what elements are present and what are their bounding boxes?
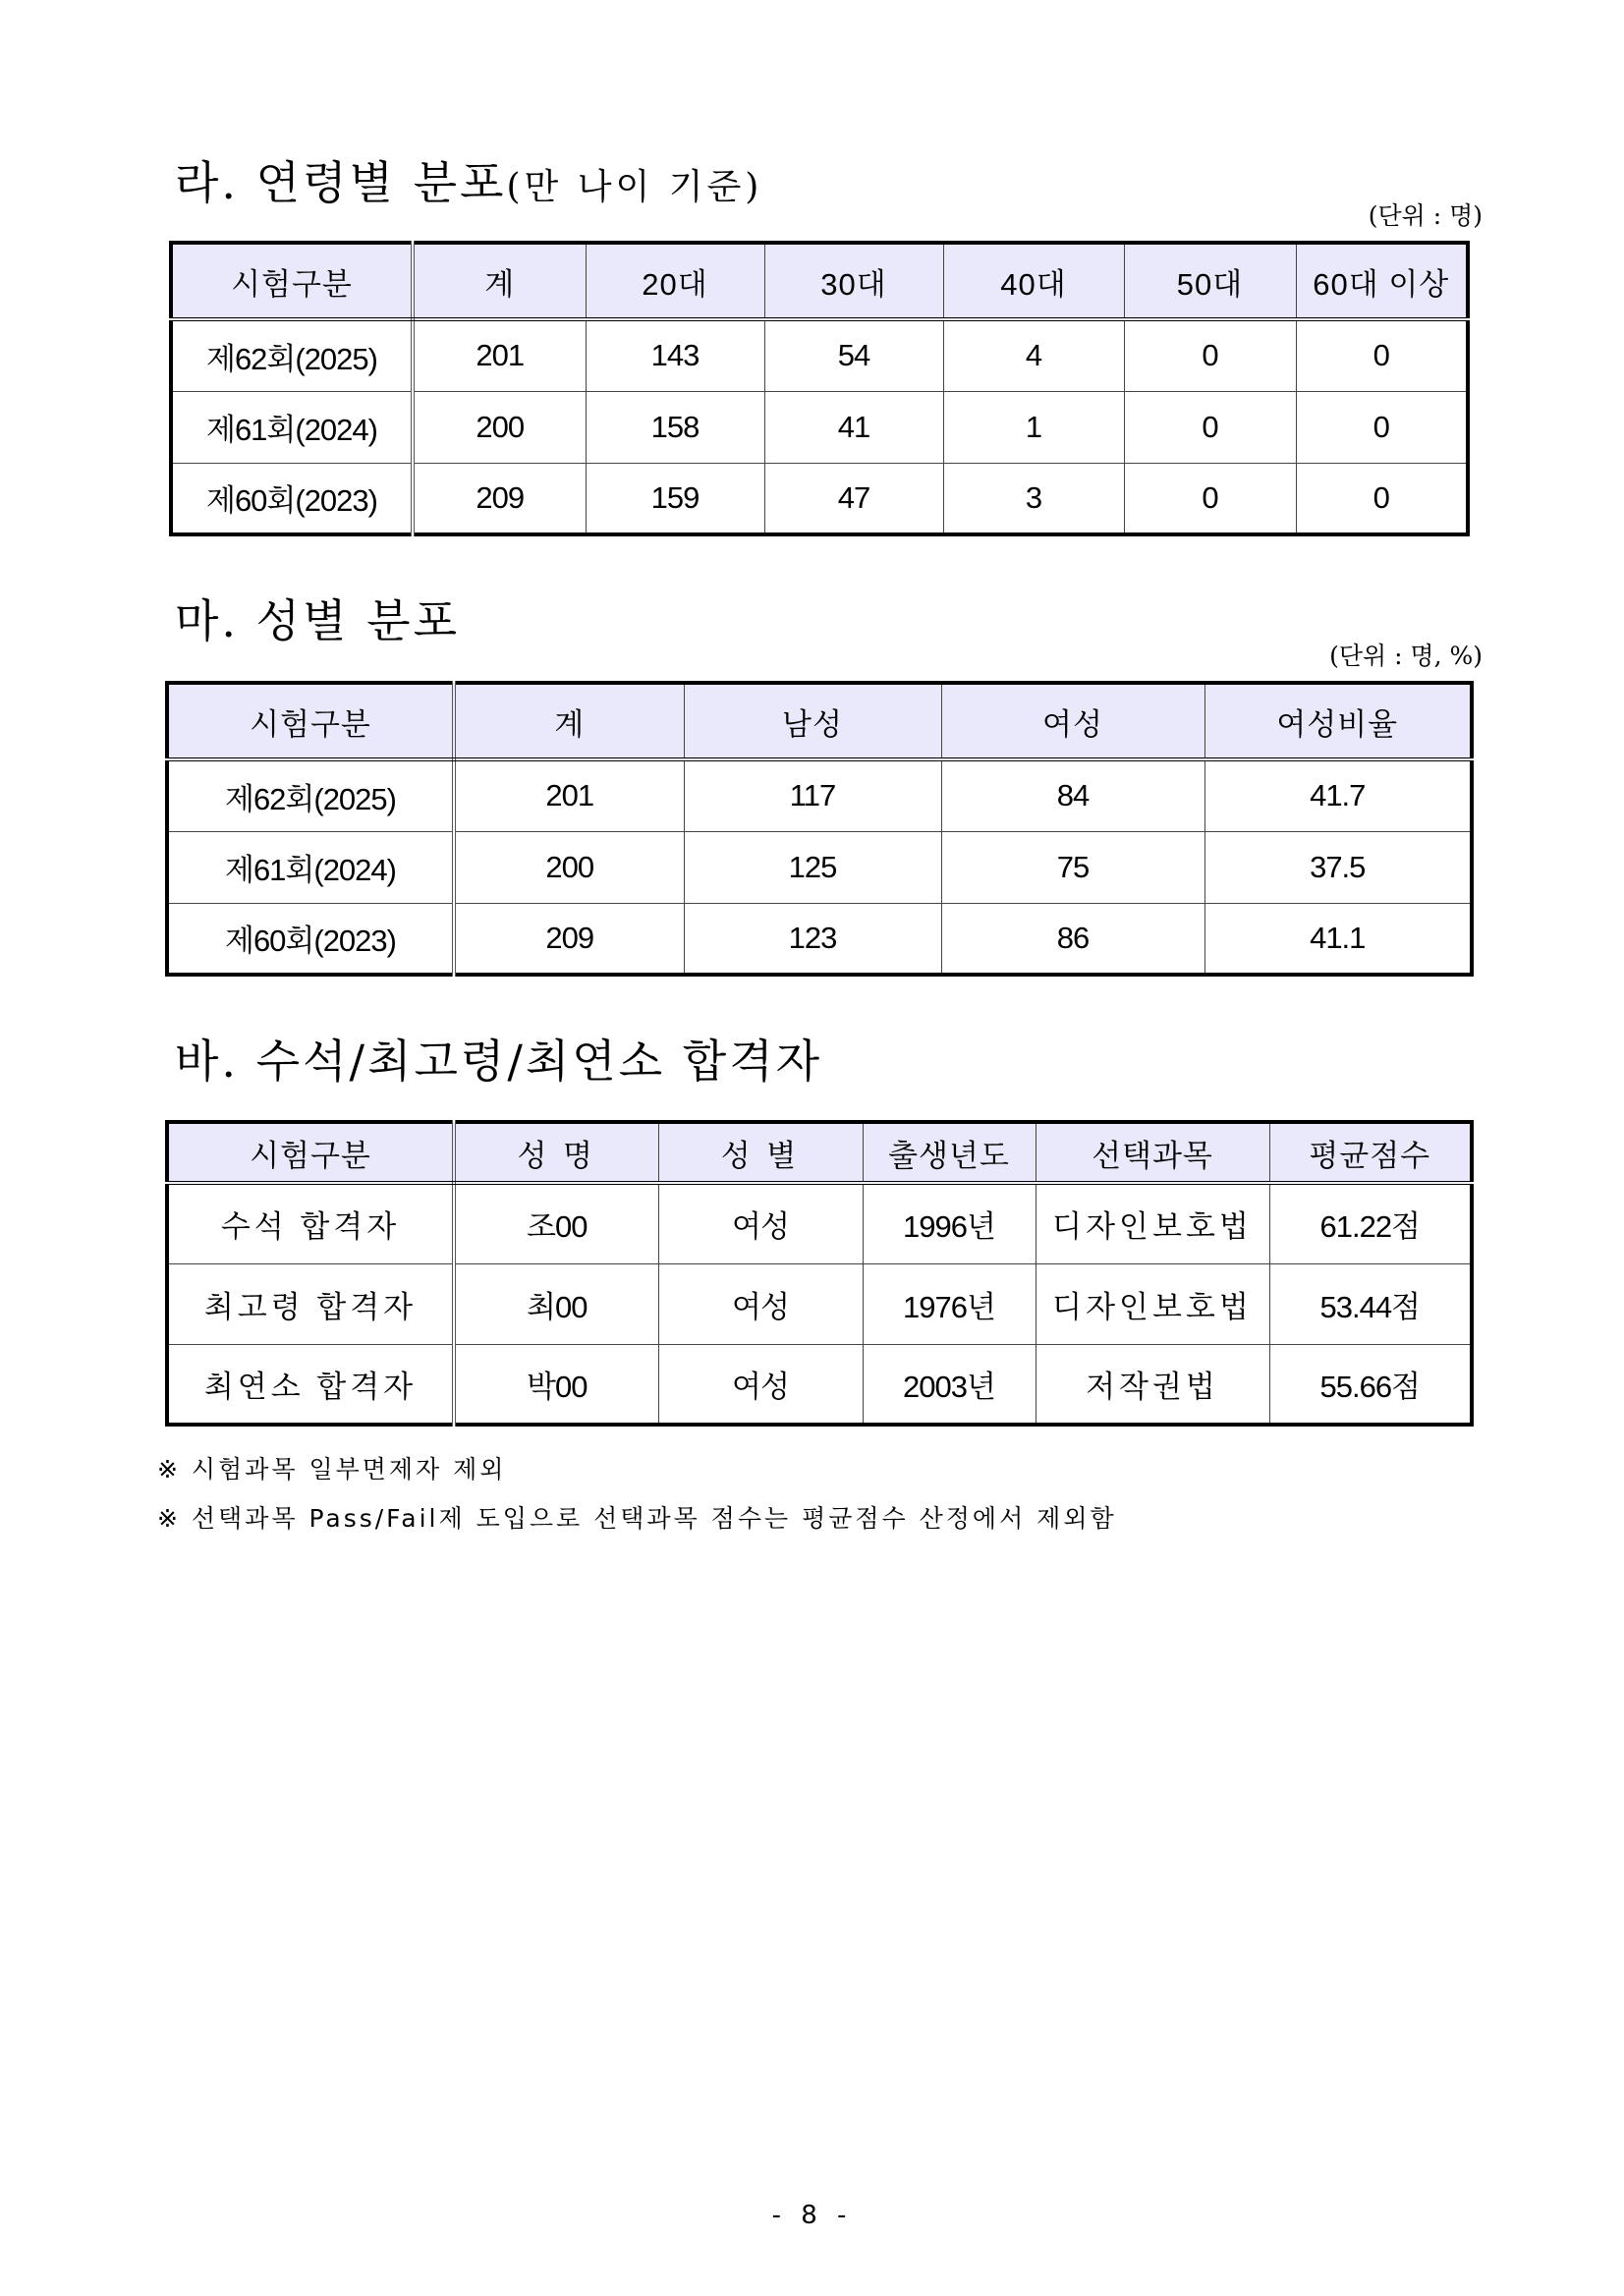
table-row bbox=[167, 1344, 1472, 1425]
note-pass-fail: ※ 선택과목 Pass/Fail제 도입으로 선택과목 점수는 평균점수 산정에서 제외함 bbox=[157, 1504, 1117, 1533]
header-cell: 50대 bbox=[1124, 243, 1296, 319]
table-cell: 제60회(2023) bbox=[167, 903, 454, 975]
table-header-row bbox=[171, 243, 1468, 319]
table-cell: 제61회(2024) bbox=[167, 831, 454, 903]
table-cell: 201 bbox=[413, 319, 586, 391]
header-cell: 출생년도 bbox=[863, 1122, 1036, 1183]
table-cell: 123 bbox=[684, 903, 941, 975]
table-cell: 0 bbox=[1124, 319, 1296, 391]
table-cell: 제60회(2023) bbox=[171, 463, 413, 534]
table-cell: 0 bbox=[1124, 391, 1296, 463]
table-row bbox=[167, 903, 1472, 975]
header-cell: 성 명 bbox=[454, 1122, 658, 1183]
table-cell: 0 bbox=[1124, 463, 1296, 534]
table-row bbox=[167, 1263, 1472, 1344]
table-cell: 200 bbox=[413, 391, 586, 463]
header-cell: 선택과목 bbox=[1036, 1122, 1269, 1183]
table-row bbox=[171, 319, 1468, 391]
table-cell: 1976년 bbox=[863, 1263, 1036, 1344]
table-cell: 201 bbox=[454, 759, 684, 831]
table-cell: 41.1 bbox=[1204, 903, 1472, 975]
header-cell: 성 별 bbox=[658, 1122, 863, 1183]
top-passers-table bbox=[165, 1120, 1474, 1427]
header-cell: 시험구분 bbox=[167, 683, 454, 759]
table-cell: 41.7 bbox=[1204, 759, 1472, 831]
table-cell: 84 bbox=[941, 759, 1204, 831]
table-cell: 159 bbox=[586, 463, 764, 534]
table-cell: 수석 합격자 bbox=[167, 1183, 454, 1263]
table-cell: 209 bbox=[413, 463, 586, 534]
table-cell: 86 bbox=[941, 903, 1204, 975]
header-cell: 여성 bbox=[941, 683, 1204, 759]
header-cell: 시험구분 bbox=[167, 1122, 454, 1183]
header-cell: 30대 bbox=[764, 243, 943, 319]
table-cell: 4 bbox=[943, 319, 1124, 391]
table-cell: 디자인보호법 bbox=[1036, 1183, 1269, 1263]
table-cell: 0 bbox=[1296, 391, 1468, 463]
table-cell: 제62회(2025) bbox=[167, 759, 454, 831]
table-cell: 조00 bbox=[454, 1183, 658, 1263]
table-cell: 117 bbox=[684, 759, 941, 831]
table-cell: 제62회(2025) bbox=[171, 319, 413, 391]
table-cell: 158 bbox=[586, 391, 764, 463]
table-cell: 61.22점 bbox=[1269, 1183, 1472, 1263]
table-cell: 디자인보호법 bbox=[1036, 1263, 1269, 1344]
table-cell: 0 bbox=[1296, 319, 1468, 391]
table-row bbox=[167, 831, 1472, 903]
note-exemption: ※ 시험과목 일부면제자 제외 bbox=[157, 1455, 507, 1484]
table-row bbox=[171, 463, 1468, 534]
table-row bbox=[167, 759, 1472, 831]
gender-unit: (단위 : 명, %) bbox=[1329, 642, 1483, 670]
table-cell: 47 bbox=[764, 463, 943, 534]
header-cell: 평균점수 bbox=[1269, 1122, 1472, 1183]
table-cell: 75 bbox=[941, 831, 1204, 903]
age-distribution-table bbox=[169, 241, 1470, 536]
table-header-row bbox=[167, 1122, 1472, 1183]
table-cell: 3 bbox=[943, 463, 1124, 534]
gender-distribution-table bbox=[165, 681, 1474, 977]
table-cell: 53.44점 bbox=[1269, 1263, 1472, 1344]
age-unit: (단위 : 명) bbox=[1368, 201, 1483, 230]
table-cell: 200 bbox=[454, 831, 684, 903]
table-cell: 55.66점 bbox=[1269, 1344, 1472, 1425]
table-cell: 125 bbox=[684, 831, 941, 903]
table-cell: 여성 bbox=[658, 1263, 863, 1344]
table-cell: 최연소 합격자 bbox=[167, 1344, 454, 1425]
table-header-row bbox=[167, 683, 1472, 759]
table-cell: 0 bbox=[1296, 463, 1468, 534]
header-cell: 60대 이상 bbox=[1296, 243, 1468, 319]
header-cell: 시험구분 bbox=[171, 243, 413, 319]
table-cell: 143 bbox=[586, 319, 764, 391]
table-cell: 54 bbox=[764, 319, 943, 391]
header-cell: 40대 bbox=[943, 243, 1124, 319]
top-passers-section-title: 바. 수석/최고령/최연소 합격자 bbox=[175, 1035, 823, 1088]
header-cell: 계 bbox=[413, 243, 586, 319]
header-cell: 남성 bbox=[684, 683, 941, 759]
table-row bbox=[171, 391, 1468, 463]
table-cell: 최고령 합격자 bbox=[167, 1263, 454, 1344]
table-cell: 제61회(2024) bbox=[171, 391, 413, 463]
page-number: - 8 - bbox=[771, 2201, 853, 2230]
table-cell: 41 bbox=[764, 391, 943, 463]
age-subtitle: (만 나이 기준) bbox=[506, 167, 763, 207]
age-section-title bbox=[175, 147, 762, 212]
table-cell: 1 bbox=[943, 391, 1124, 463]
table-cell: 37.5 bbox=[1204, 831, 1472, 903]
table-cell: 여성 bbox=[658, 1344, 863, 1425]
table-row bbox=[167, 1183, 1472, 1263]
gender-section-title: 마. 성별 분포 bbox=[175, 594, 461, 647]
header-cell: 여성비율 bbox=[1204, 683, 1472, 759]
table-cell: 최00 bbox=[454, 1263, 658, 1344]
table-cell: 박00 bbox=[454, 1344, 658, 1425]
table-cell: 여성 bbox=[658, 1183, 863, 1263]
table-cell: 209 bbox=[454, 903, 684, 975]
table-cell: 저작권법 bbox=[1036, 1344, 1269, 1425]
table-cell: 1996년 bbox=[863, 1183, 1036, 1263]
header-cell: 20대 bbox=[586, 243, 764, 319]
header-cell: 계 bbox=[454, 683, 684, 759]
table-cell: 2003년 bbox=[863, 1344, 1036, 1425]
age-title: 라. 연령별 분포 bbox=[175, 156, 507, 209]
